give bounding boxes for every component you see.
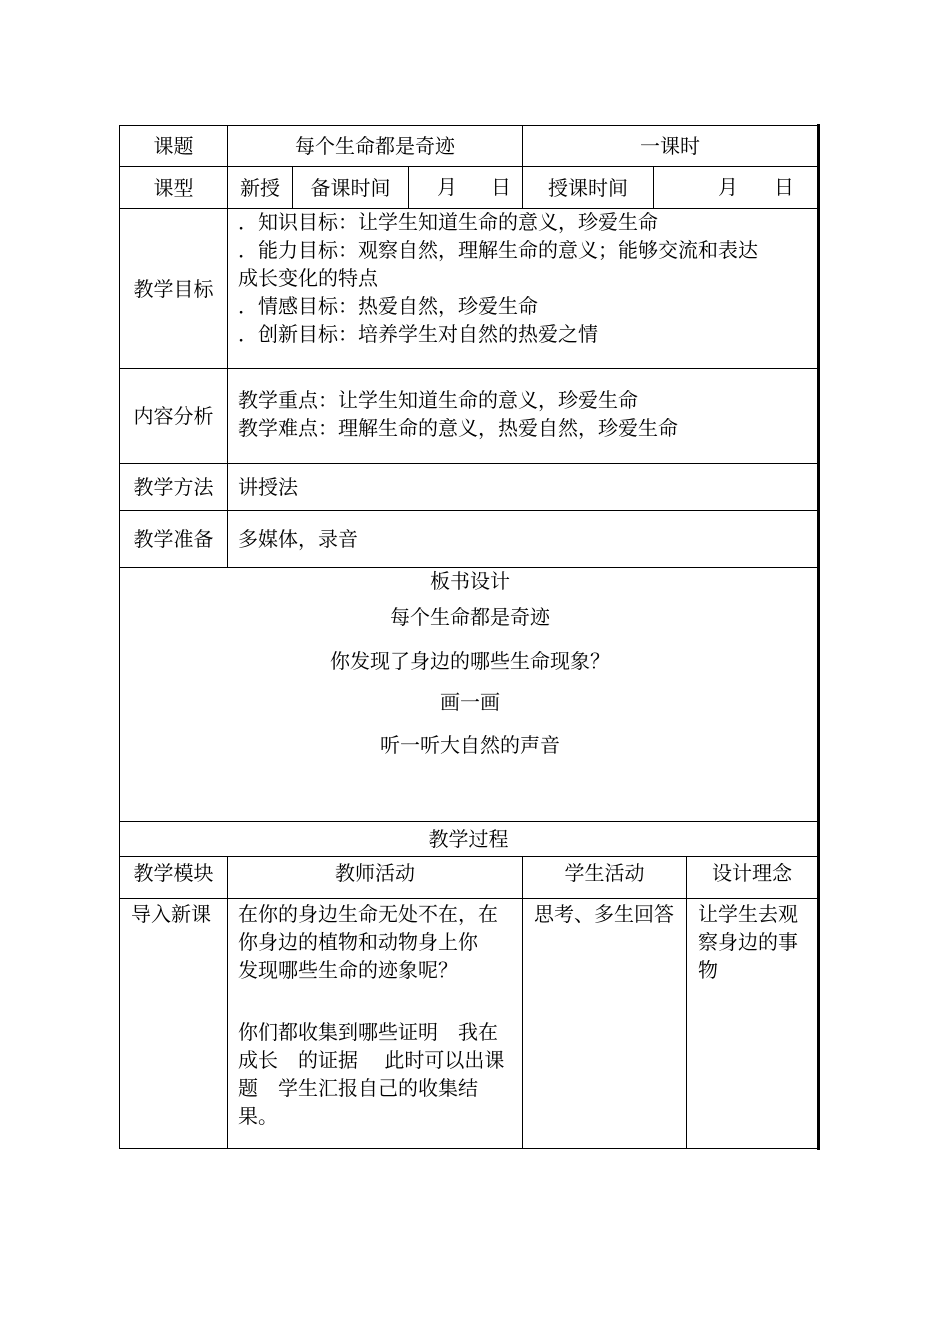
topic-label: 课题 — [153, 134, 194, 158]
teach-time-label: 授课时间 — [548, 175, 628, 200]
topic-value: 每个生命都是奇迹 — [295, 134, 455, 158]
teach-day: 日 — [774, 175, 794, 199]
analysis-content — [238, 386, 813, 442]
board-line-1: 每个生命都是奇迹 — [390, 605, 550, 629]
process-title: 教学过程 — [428, 827, 509, 851]
teacher-line: 你身边的植物和动物身上你 — [238, 930, 478, 954]
preparation-value: 多媒体，录音 — [238, 527, 358, 551]
period-value: 一课时 — [640, 134, 700, 158]
board-title: 板书设计 — [430, 569, 510, 593]
concept-line: 察身边的事 — [698, 930, 798, 954]
table-border — [119, 898, 820, 899]
type-value: 新授 — [240, 175, 280, 200]
method-label: 教学方法 — [133, 475, 214, 499]
teacher-line-blank — [238, 984, 518, 1018]
teacher-line: 果。 — [238, 1104, 278, 1128]
objective-ability: ．能力目标：观察自然，理解生命的意义；能够交流和表达 — [238, 238, 758, 262]
teacher-line: 题 学生汇报自己的收集结 — [238, 1076, 478, 1100]
row-module: 导入新课 — [131, 902, 211, 926]
teacher-line: 在你的身边生命无处不在，在 — [238, 902, 498, 926]
difficulty: 教学难点：理解生命的意义，热爱自然，珍爱生命 — [238, 416, 678, 440]
concept-line: 让学生去观 — [698, 902, 798, 926]
teacher-line: 成长 的证据 此时可以出课 — [238, 1048, 505, 1072]
column-header-concept: 设计理念 — [712, 861, 792, 885]
column-header-teacher: 教师活动 — [335, 861, 415, 885]
table-border — [227, 856, 228, 1149]
board-line-4: 听一听大自然的声音 — [380, 733, 560, 757]
prep-month: 月 — [437, 175, 457, 199]
row-teacher-activity — [238, 900, 518, 1130]
method-value: 讲授法 — [238, 475, 298, 499]
objectives-list — [238, 208, 813, 348]
table-border — [522, 856, 523, 1149]
teacher-line: 发现哪些生命的迹象呢？ — [238, 958, 458, 982]
objective-emotion: ．情感目标：热爱自然，珍爱生命 — [238, 294, 538, 318]
column-header-module: 教学模块 — [133, 861, 214, 885]
type-label: 课型 — [153, 175, 194, 200]
table-border — [686, 856, 687, 1149]
prep-date — [409, 167, 522, 208]
table-border — [119, 1148, 820, 1149]
objectives-label: 教学目标 — [133, 276, 214, 301]
preparation-label: 教学准备 — [133, 527, 214, 551]
row-design-concept — [698, 900, 813, 984]
objective-knowledge: ．知识目标：让学生知道生命的意义，珍爱生命 — [238, 210, 658, 234]
teach-month: 月 — [718, 175, 738, 199]
key-point: 教学重点：让学生知道生命的意义，珍爱生命 — [238, 388, 638, 412]
objective-ability-cont: 成长变化的特点 — [238, 266, 378, 290]
board-line-3: 画一画 — [440, 690, 500, 714]
prep-time-label: 备课时间 — [310, 175, 391, 200]
prep-day: 日 — [491, 175, 511, 199]
teacher-line: 你们都收集到哪些证明 我在 — [238, 1020, 498, 1044]
teach-date — [654, 167, 817, 208]
table-border — [817, 124, 820, 1150]
column-header-student: 学生活动 — [564, 861, 645, 885]
board-line-2: 你发现了身边的哪些生命现象？ — [330, 649, 610, 673]
analysis-label: 内容分析 — [133, 404, 214, 428]
concept-line: 物 — [698, 958, 718, 982]
row-student-activity: 思考、多生回答 — [534, 902, 674, 926]
objective-innovation: ．创新目标：培养学生对自然的热爱之情 — [238, 322, 598, 346]
